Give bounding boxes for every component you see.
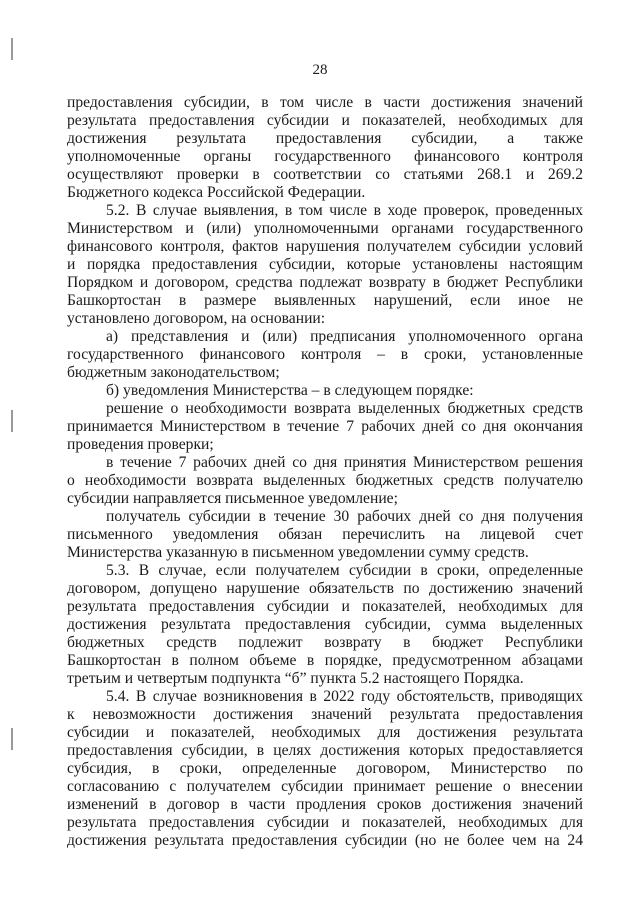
text-line: бюджетных средств подлежит возврату в бюджет Республики (67, 634, 583, 651)
text-line: третьим и четвертым подпункта “б” пункта 5.2 настоящего Порядка. (67, 670, 524, 687)
text-line: осуществляют проверки в соответствии со статьями 268.1 и 269.2 (67, 166, 583, 183)
text-line: о необходимости возврата выделенных бюджетных средств получателю (67, 472, 583, 489)
scan-mark (11, 410, 13, 432)
text-line: достижения результата предоставления субсидии, а также (67, 130, 583, 147)
text-line: договором, допущено нарушение обязательств по достижению значений (67, 580, 583, 597)
text-line: уполномоченные органы государственного финансового контроля (67, 148, 583, 165)
text-line: предоставления субсидии, в целях достижения которых предоставляется (67, 742, 583, 759)
text-line: Министерством и (или) уполномоченными органами государственного (67, 220, 583, 237)
text-line: к невозможности достижения значений результата предоставления (67, 706, 583, 723)
text-line: 5.2. В случае выявления, в том числе в ходе проверок, проведенных (106, 202, 583, 219)
text-line: в течение 7 рабочих дней со дня принятия Министерством решения (106, 454, 583, 471)
text-line: Порядком и договором, средства подлежат возврату в бюджет Республики (67, 274, 583, 291)
text-line: Министерства указанную в письменном уведомлении сумму средств. (67, 544, 529, 561)
text-line: финансового контроля, фактов нарушения получателем субсидии условий (67, 238, 583, 255)
text-line: субсидия, в сроки, определенные договором, Министерство по (67, 760, 583, 777)
text-line: результата предоставления субсидии и показателей, необходимых для (67, 112, 583, 129)
text-line: 5.3. В случае, если получателем субсидии в сроки, определенные (106, 562, 583, 579)
scan-mark (11, 728, 13, 750)
text-line: субсидии и показателей, необходимых для достижения результата (67, 724, 583, 741)
scan-mark (11, 38, 13, 60)
text-line: письменного уведомления обязан перечислить на лицевой счет (67, 526, 583, 543)
text-line: результата предоставления субсидии и показателей, необходимых для (67, 598, 583, 615)
text-line: получатель субсидии в течение 30 рабочих дней со дня получения (106, 508, 583, 525)
text-line: Бюджетного кодекса Российской Федерации. (67, 184, 366, 201)
text-line: и порядка предоставления субсидии, которые установлены настоящим (67, 256, 583, 273)
text-line: согласованию с получателем субсидии принимает решение о внесении (67, 778, 583, 795)
text-line: Башкортостан в полном объеме в порядке, предусмотренном абзацами (67, 652, 583, 669)
text-line: субсидии направляется письменное уведомление; (67, 490, 398, 507)
text-line: 5.4. В случае возникновения в 2022 году обстоятельств, приводящих (106, 688, 583, 705)
text-line: решение о необходимости возврата выделенных бюджетных средств (106, 400, 583, 417)
page-number: 28 (312, 62, 328, 78)
text-line: Башкортостан в размере выявленных нарушений, если иное не (67, 292, 583, 309)
text-line: достижения результата предоставления субсидии, сумма выделенных (67, 616, 583, 633)
text-line: б) уведомления Министерства – в следующем порядке: (106, 382, 474, 399)
text-line: а) представления и (или) предписания уполномоченного органа (106, 328, 583, 345)
text-line: результата предоставления субсидии и показателей, необходимых для (67, 814, 583, 831)
text-line: государственного финансового контроля – в сроки, установленные (67, 346, 583, 363)
text-line: проведения проверки; (67, 436, 214, 453)
text-line: изменений в договор в части продления сроков достижения значений (67, 796, 583, 813)
text-line: установлено договором, на основании: (67, 310, 326, 327)
text-line: предоставления субсидии, в том числе в части достижения значений (67, 94, 583, 111)
text-line: бюджетным законодательством; (67, 364, 280, 381)
text-line: достижения результата предоставления субсидии (но не более чем на 24 (67, 832, 583, 849)
text-line: принимается Министерством в течение 7 рабочих дней со дня окончания (67, 418, 583, 435)
